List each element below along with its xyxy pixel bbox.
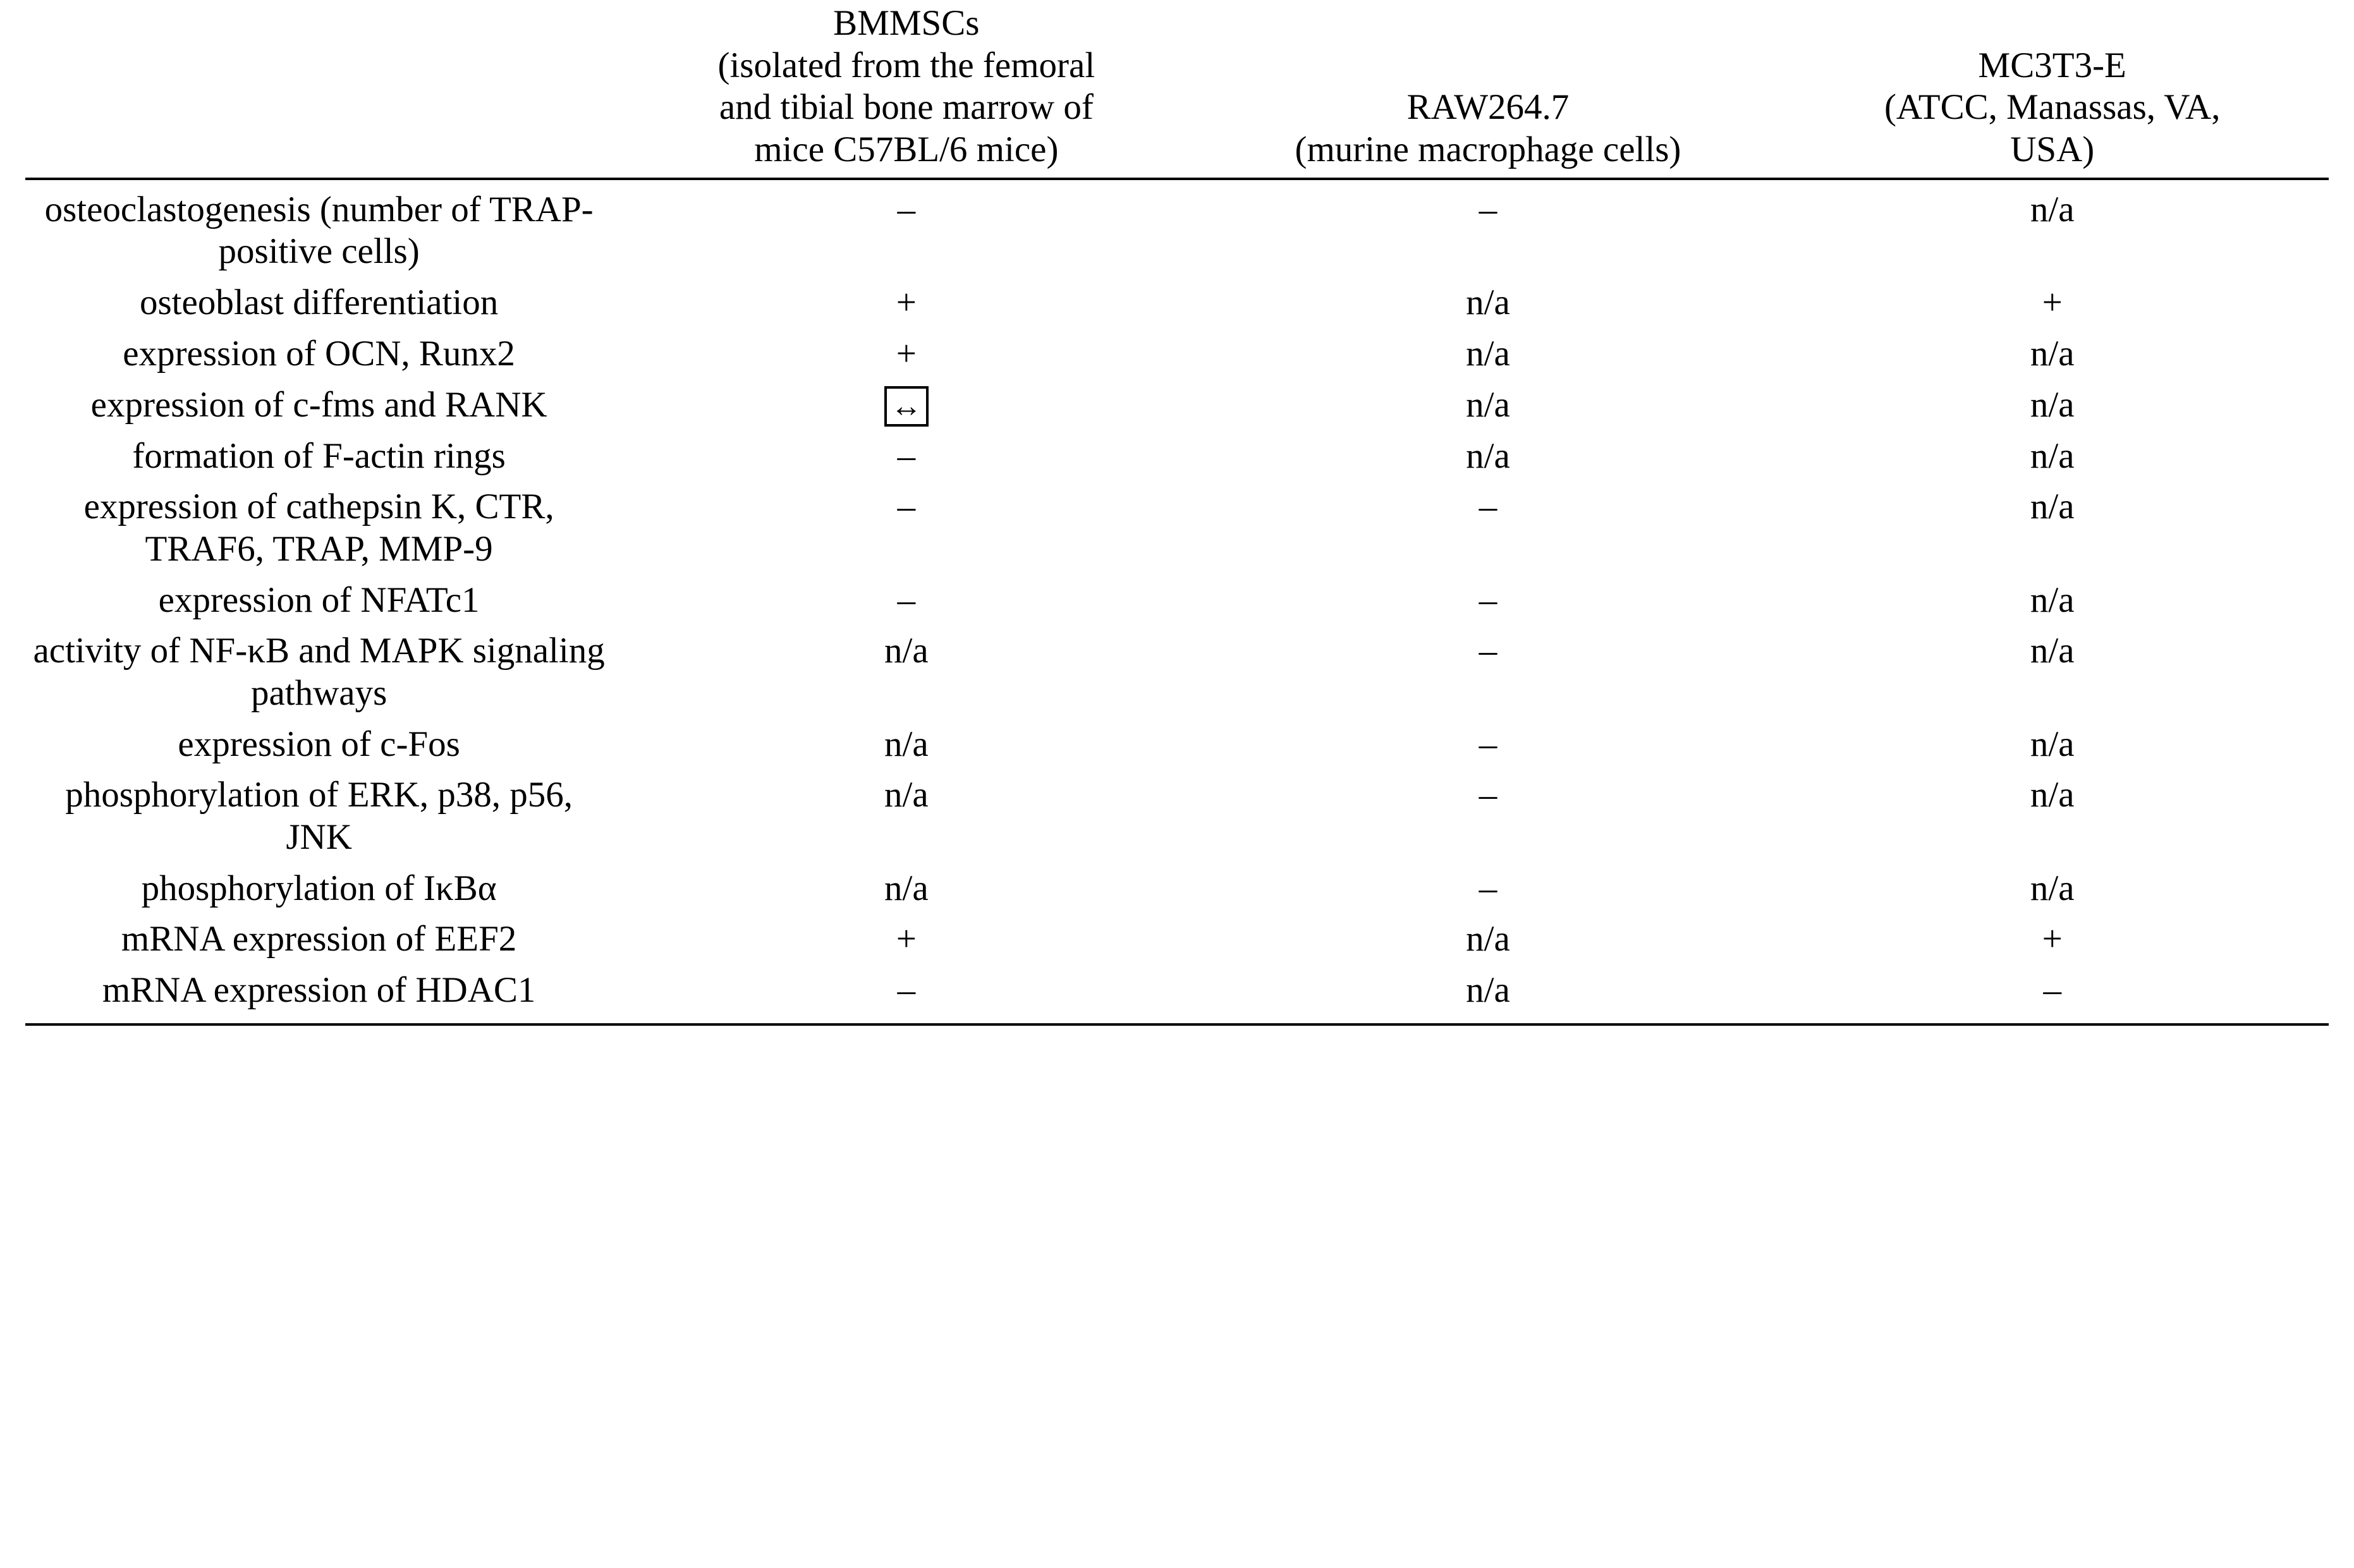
cell-mc3t3 [1776,913,2329,964]
cell-value: + [2042,919,2063,959]
row-parameter: mRNA expression of HDAC1 [102,970,536,1011]
cell-value: n/a [1466,970,1510,1011]
cell-value: – [2043,970,2061,1011]
table-row [25,964,2329,1023]
cell-value: – [1479,724,1497,764]
table-row [25,328,2329,379]
cell-raw264 [1200,481,1776,574]
cell-raw264 [1200,430,1776,482]
cell-value: – [897,970,916,1011]
cell-value: – [1479,868,1497,908]
row-parameter: formation of F-actin rings [132,435,506,476]
cell-raw264 [1200,913,1776,964]
cell-mc3t3 [1776,430,2329,482]
cell-value: n/a [2030,384,2075,425]
cell-raw264 [1200,863,1776,914]
cell-mc3t3 [1776,277,2329,328]
cell-mc3t3 [1776,328,2329,379]
cell-value: n/a [884,868,929,908]
cell-value: n/a [2030,435,2075,476]
table-row [25,430,2329,482]
row-parameter: osteoblast differentiation [140,283,499,323]
row-parameter: expression of cathepsin K, CTR, TRAF6, TRAP, MMP-9 [83,487,554,569]
header-line: USA) [2010,130,2095,170]
table-head [25,0,2329,179]
table-row [25,769,2329,862]
cell-bmmscs [613,430,1200,482]
table-row [25,179,2329,277]
cell-bmmscs [613,379,1200,430]
cell-mc3t3 [1776,379,2329,430]
cell-value: n/a [1466,435,1510,476]
header-line: (isolated from the femoral [717,45,1095,85]
cell-raw264 [1200,379,1776,430]
cell-mc3t3 [1776,574,2329,626]
cell-mc3t3 [1776,769,2329,862]
column-header-bmmscs [613,0,1200,179]
cell-value: n/a [1466,919,1510,959]
cell-raw264 [1200,625,1776,718]
row-parameter: phosphorylation of ERK, p38, p56, JNK [65,775,573,857]
cell-value: n/a [2030,580,2075,620]
header-line: mice C57BL/6 mice) [754,130,1059,170]
header-line: BMMSCs [833,3,980,43]
cell-bmmscs [613,913,1200,964]
header-line: (ATCC, Manassas, VA, [1884,87,2221,128]
cell-value: n/a [884,724,929,764]
column-header-mc3t3 [1776,0,2329,179]
cell-bmmscs [613,719,1200,770]
cell-value: n/a [884,775,929,815]
table-row [25,719,2329,770]
table-row [25,574,2329,626]
cell-value: – [1479,487,1497,527]
table-body [25,179,2329,1023]
cell-bmmscs [613,481,1200,574]
row-parameter: osteoclastogenesis (number of TRAP-positive cells) [44,189,594,272]
cell-value: + [896,919,917,959]
cell-bmmscs [613,769,1200,862]
row-parameter: expression of c-Fos [178,724,460,764]
cell-bmmscs [613,863,1200,914]
cell-value: – [897,487,916,527]
cell-value: + [896,283,917,323]
cell-value: n/a [2030,724,2075,764]
row-parameter: expression of NFATc1 [158,580,480,620]
cell-value: n/a [1466,333,1510,374]
column-header-raw264 [1200,0,1776,179]
cell-mc3t3 [1776,179,2329,277]
cell-raw264 [1200,719,1776,770]
row-parameter: mRNA expression of EEF2 [121,919,517,959]
results-table [25,0,2329,1023]
cell-raw264 [1200,574,1776,626]
cell-bmmscs [613,328,1200,379]
cell-value: n/a [2030,631,2075,671]
cell-value: – [1479,631,1497,671]
table-row [25,379,2329,430]
cell-raw264 [1200,179,1776,277]
table-header-row [25,0,2329,179]
header-line: and tibial bone marrow of [719,87,1094,128]
cell-value: + [2042,283,2063,323]
cell-bmmscs [613,277,1200,328]
cell-value: n/a [2030,487,2075,527]
table-row [25,625,2329,718]
cell-mc3t3 [1776,625,2329,718]
cell-bmmscs [613,179,1200,277]
cell-value-boxed: ↔ [884,386,929,427]
cell-raw264 [1200,964,1776,1023]
cell-bmmscs [613,574,1200,626]
cell-value: n/a [2030,775,2075,815]
table-row [25,277,2329,328]
cell-raw264 [1200,769,1776,862]
cell-mc3t3 [1776,719,2329,770]
table-row [25,913,2329,964]
cell-raw264 [1200,328,1776,379]
cell-value: + [896,333,917,374]
cell-value: – [897,189,916,229]
cell-value: – [1479,189,1497,229]
table-bottom-rule [25,1023,2329,1026]
cell-value: n/a [2030,868,2075,908]
table-row [25,863,2329,914]
cell-value: n/a [884,631,929,671]
cell-value: – [897,580,916,620]
cell-value: n/a [2030,333,2075,374]
cell-mc3t3 [1776,481,2329,574]
cell-value: n/a [1466,283,1510,323]
cell-value: n/a [1466,384,1510,425]
cell-mc3t3 [1776,964,2329,1023]
header-line: RAW264.7 [1406,87,1570,128]
row-parameter: activity of NF-κB and MAPK signaling pathways [33,631,605,713]
header-line: (murine macrophage cells) [1295,130,1681,170]
cell-value: – [1479,580,1497,620]
cell-raw264 [1200,277,1776,328]
cell-value: – [897,435,916,476]
table-row [25,481,2329,574]
cell-mc3t3 [1776,863,2329,914]
row-parameter: expression of OCN, Runx2 [123,333,515,374]
cell-bmmscs [613,625,1200,718]
cell-value: – [1479,775,1497,815]
cell-value: n/a [2030,189,2075,229]
cell-bmmscs [613,964,1200,1023]
column-header-parameter [25,0,613,179]
header-line: MC3T3-E [1978,45,2126,85]
row-parameter: expression of c-fms and RANK [90,384,547,425]
row-parameter: phosphorylation of IκBα [141,868,497,908]
